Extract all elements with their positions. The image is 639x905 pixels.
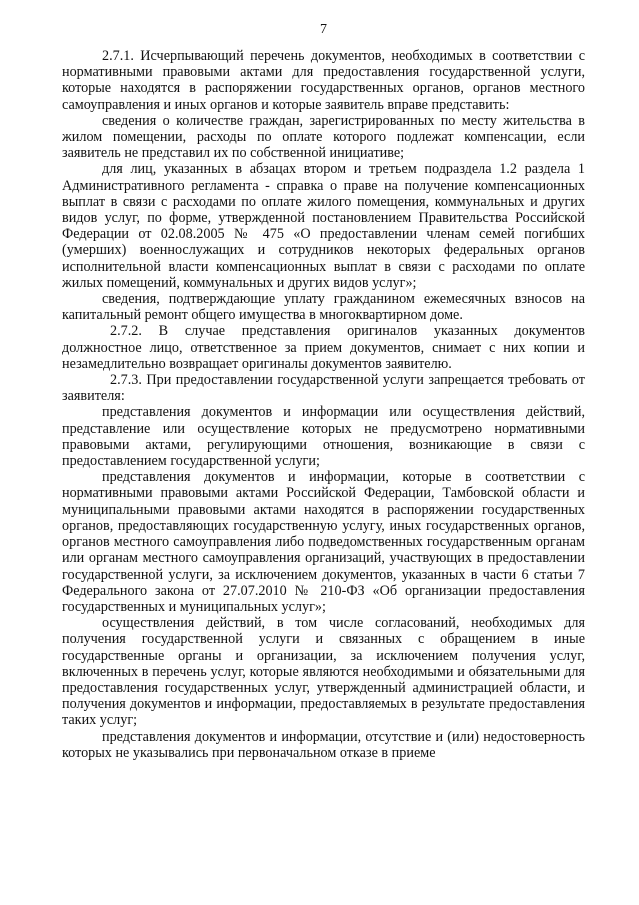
paragraph-prohibited-documents: представления документов и информации или осуществления действий, представление или осуществление которых не предусмотрено нормативными правовыми актами, регулирующими отношения, возникающие в связи с предоставлением государственной услуги; [62, 404, 585, 470]
page-number: 7 [320, 22, 327, 37]
paragraph-2-7-3: 2.7.3. При предоставлении государственной услуги запрещается требовать от заявителя: [62, 372, 585, 405]
paragraph-prohibited-actions: осуществления действий, в том числе согласований, необходимых для получения государственной услуги и связанных с обращением в иные государственные органы и организации, за исключением получения услуг, включенных в перечень услуг, которые являются необходимыми и обязательными для предоставления государственных услуг, утвержденный администрацией области, и получения документов и информации, предоставляемых в результате предоставления таких услуг; [62, 615, 585, 729]
paragraph-prohibited-invalid-docs: представления документов и информации, отсутствие и (или) недостоверность которых не указывались при первоначальном отказе в приеме [62, 728, 585, 761]
paragraph-2-7-1: 2.7.1. Исчерпывающий перечень документов, необходимых в соответствии с нормативными правовыми актами для предоставления государственной услуги, которые находятся в распоряжении государственных органов, органов местного самоуправления и иных органов и которые заявитель вправе представить: [62, 48, 585, 113]
paragraph-compensation-certificate: для лиц, указанных в абзацах втором и третьем подраздела 1.2 раздела 1 Административного регламента - справка о праве на получение компенсационных выплат в связи с расходами по оплате жилого помещения, коммунальных и других видов услуг, по форме, утвержденной постановлением Правительства Российской Федерации от 02.08.2005 № 475 «О предоставлении членам семей погибших (умерших) военнослужащих и сотрудников некоторых федеральных органов исполнительной власти компенсационных выплат в связи с расходами по оплате жилых помещений, коммунальных и других видов услуг»; [62, 161, 585, 291]
paragraph-capital-repair: сведения, подтверждающие уплату гражданином ежемесячных взносов на капитальный ремонт общего имущества в многоквартирном доме. [62, 291, 585, 324]
paragraph-2-7-2: 2.7.2. В случае представления оригиналов указанных документов должностное лицо, ответственное за прием документов, снимает с них копии и незамедлительно возвращает оригиналы документов заявителю. [62, 323, 585, 372]
paragraph-residents-info: сведения о количестве граждан, зарегистрированных по месту жительства в жилом помещении, расходы по оплате которого подлежат компенсации, если заявитель не представил их по собственной инициативе; [62, 112, 585, 162]
paragraph-prohibited-information: представления документов и информации, которые в соответствии с нормативными правовыми актами Российской Федерации, Тамбовской области и муниципальными правовыми актами находятся в распоряжении государственных органов, предоставляющих государственную услугу, иных государственных органов, органов местного самоуправления либо подведомственных государственным органам или органам местного самоуправления организаций, участвующих в предоставлении государственной услуги, за исключением документов, указанных в части 6 статьи 7 Федерального закона от 27.07.2010 № 210-ФЗ «Об организации предоставления государственных и муниципальных услуг»; [62, 469, 585, 615]
